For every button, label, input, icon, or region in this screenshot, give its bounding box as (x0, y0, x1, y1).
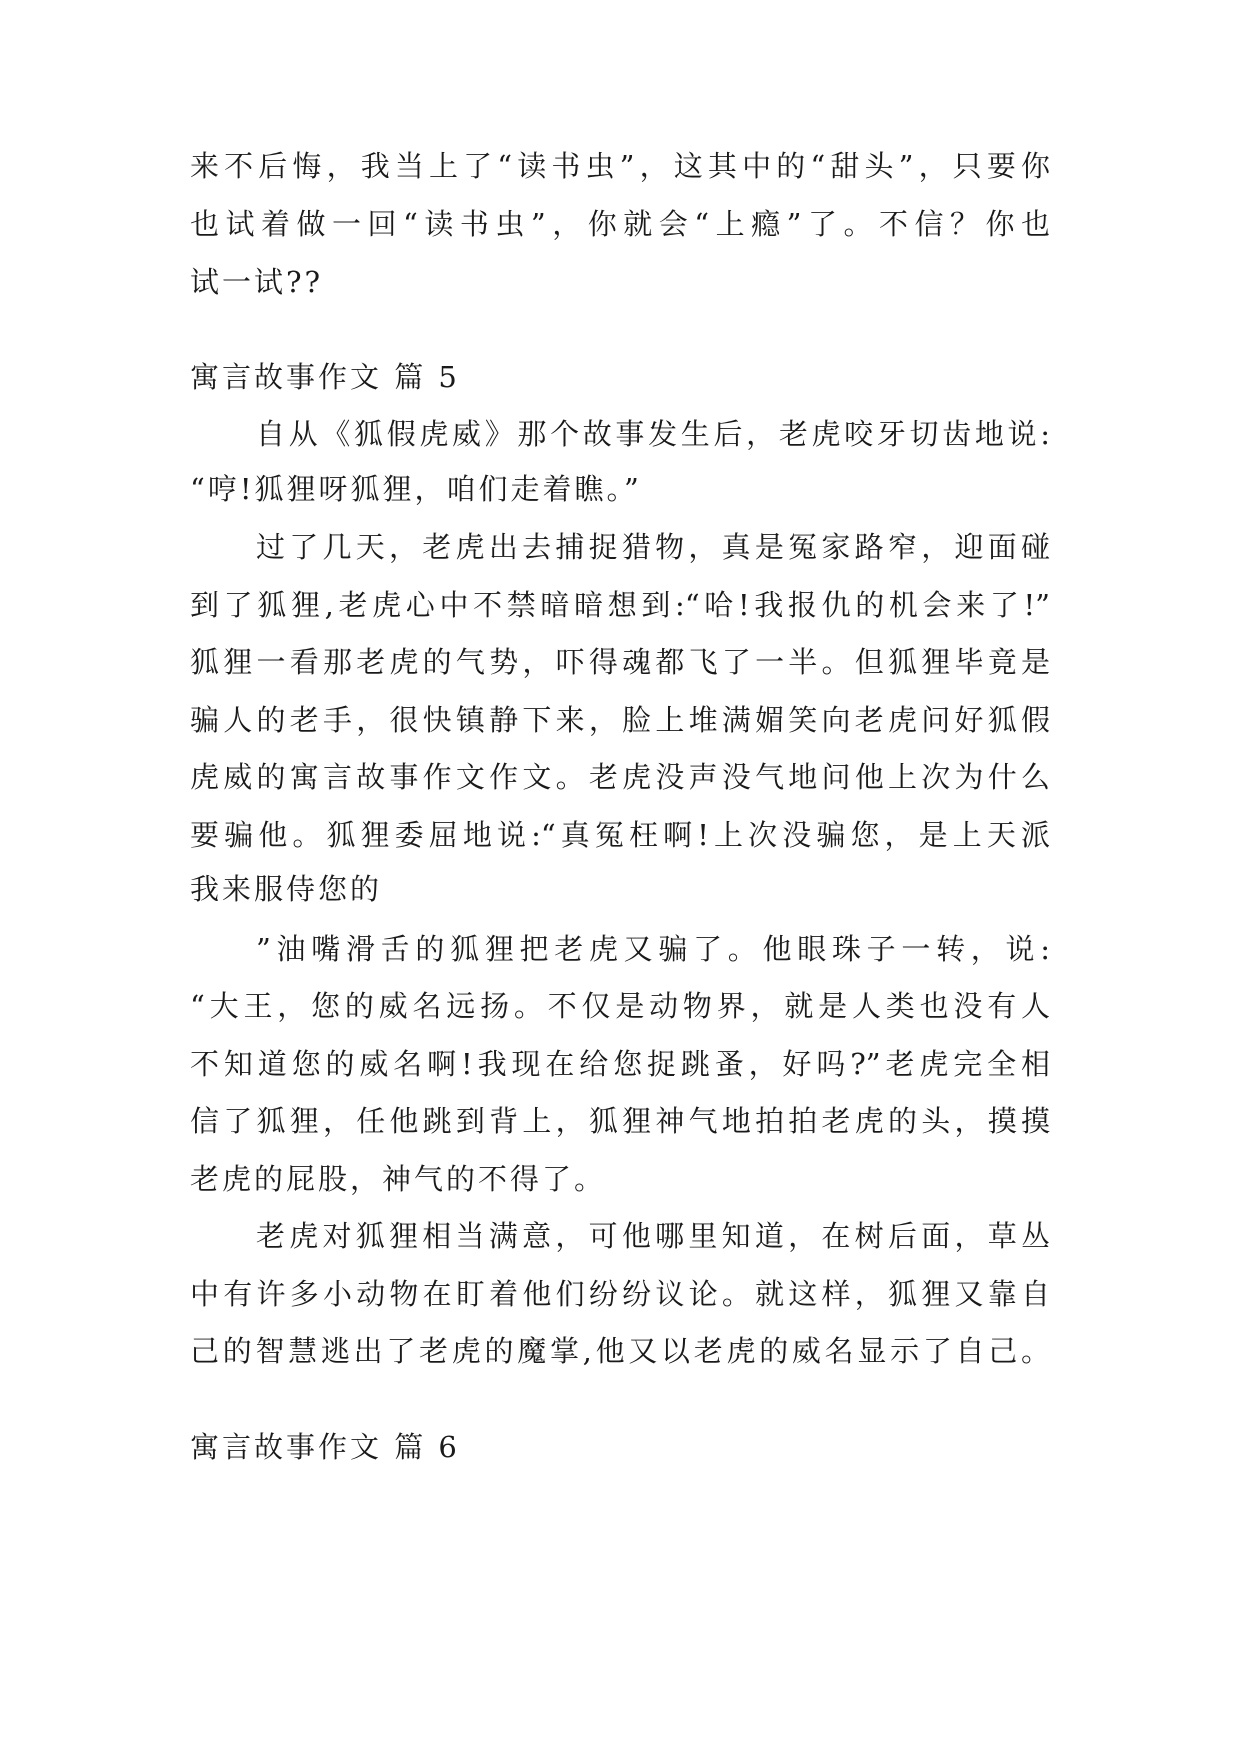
text-line: 试一试?? (190, 265, 324, 299)
text-line: 到了狐狸,老虎心中不禁暗暗想到:“哈!我报仇的机会来了!” (190, 588, 1050, 622)
text-line: 不知道您的威名啊!我现在给您捉跳蚤，好吗?”老虎完全相 (190, 1047, 1050, 1081)
text-line: 来不后悔，我当上了“读书虫”，这其中的“甜头”，只要你 (190, 149, 1050, 183)
text-line: “大王，您的威名远扬。不仅是动物界，就是人类也没有人 (190, 989, 1050, 1023)
text-line: 自从《狐假虎威》那个故事发生后，老虎咬牙切齿地说: (256, 417, 1050, 451)
text-line: 骗人的老手，很快镇静下来，脸上堆满媚笑向老虎问好狐假 (190, 703, 1050, 737)
text-line: 我来服侍您的 (190, 872, 383, 906)
text-line: 己的智慧逃出了老虎的魔掌,他又以老虎的威名显示了自己。 (190, 1334, 1050, 1368)
text-line: 也试着做一回“读书虫”，你就会“上瘾”了。不信？你也 (190, 207, 1050, 241)
text-line: 老虎的屁股，神气的不得了。 (190, 1162, 607, 1196)
text-line: ”油嘴滑舌的狐狸把老虎又骗了。他眼珠子一转，说: (256, 932, 1050, 966)
text-line: 虎威的寓言故事作文作文。老虎没声没气地问他上次为什么 (190, 760, 1050, 794)
text-line: 信了狐狸，任他跳到背上，狐狸神气地拍拍老虎的头，摸摸 (190, 1104, 1050, 1138)
text-line: 中有许多小动物在盯着他们纷纷议论。就这样，狐狸又靠自 (190, 1277, 1050, 1311)
text-line: 过了几天，老虎出去捕捉猎物，真是冤家路窄，迎面碰 (256, 530, 1050, 564)
section-heading-6: 寓言故事作文 篇 6 (190, 1430, 460, 1464)
text-line: “哼!狐狸呀狐狸，咱们走着瞧。” (190, 472, 642, 506)
section-heading-5: 寓言故事作文 篇 5 (190, 360, 460, 394)
text-line: 狐狸一看那老虎的气势，吓得魂都飞了一半。但狐狸毕竟是 (190, 645, 1050, 679)
text-line: 要骗他。狐狸委屈地说:“真冤枉啊!上次没骗您，是上天派 (190, 818, 1050, 852)
text-line: 老虎对狐狸相当满意，可他哪里知道，在树后面，草丛 (256, 1219, 1050, 1253)
